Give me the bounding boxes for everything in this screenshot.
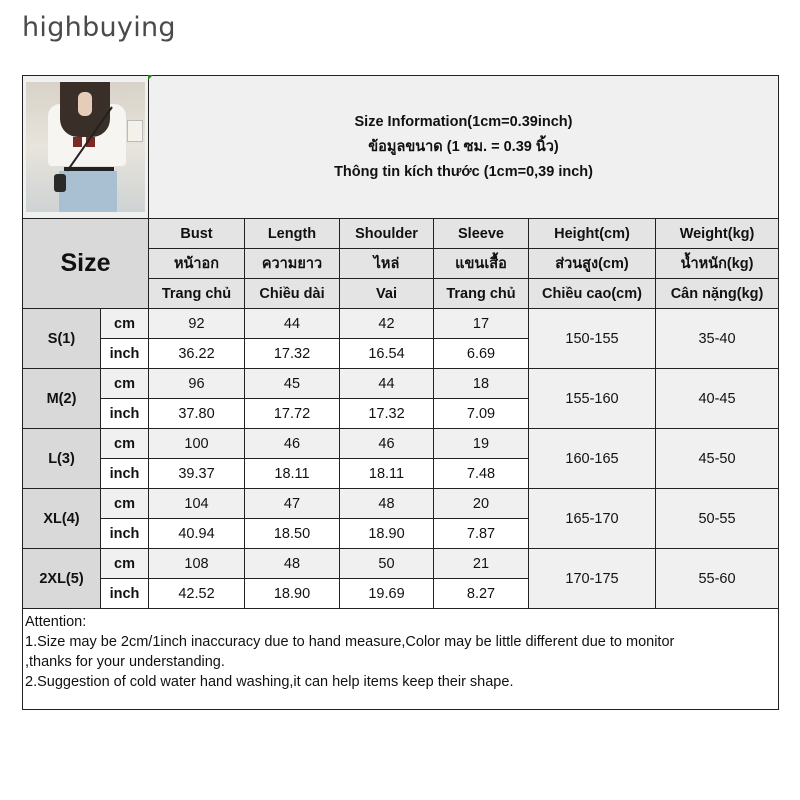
col-sleeve-th: แขนเสื้อ	[434, 249, 529, 279]
shoulder-cm: 48	[340, 489, 434, 519]
sleeve-inch: 7.48	[434, 459, 529, 489]
shoulder-inch: 19.69	[340, 579, 434, 609]
col-bust-th: หน้าอก	[149, 249, 245, 279]
size-label: 2XL(5)	[23, 549, 101, 609]
sleeve-cm: 18	[434, 369, 529, 399]
size-label: XL(4)	[23, 489, 101, 549]
product-image-cell	[23, 76, 149, 219]
weight-range: 35-40	[656, 309, 779, 369]
size-label: M(2)	[23, 369, 101, 429]
sleeve-cm: 17	[434, 309, 529, 339]
watermark: highbuying	[22, 12, 176, 43]
length-inch: 18.90	[245, 579, 340, 609]
title-english: Size Information(1cm=0.39inch)	[354, 113, 573, 130]
col-height-en: Height(cm)	[529, 219, 656, 249]
shoulder-inch: 16.54	[340, 339, 434, 369]
weight-range: 40-45	[656, 369, 779, 429]
sleeve-inch: 7.87	[434, 519, 529, 549]
shoulder-cm: 44	[340, 369, 434, 399]
size-info-title	[149, 76, 779, 219]
bust-inch: 40.94	[149, 519, 245, 549]
bust-inch: 37.80	[149, 399, 245, 429]
height-range: 165-170	[529, 489, 656, 549]
col-shoulder-en: Shoulder	[340, 219, 434, 249]
col-length-vi: Chiều dài	[245, 279, 340, 309]
bust-inch: 36.22	[149, 339, 245, 369]
unit-cm: cm	[101, 489, 149, 519]
weight-range: 50-55	[656, 489, 779, 549]
size-column-header: Size	[23, 219, 149, 309]
col-bust-vi: Trang chủ	[149, 279, 245, 309]
col-height-th: ส่วนสูง(cm)	[529, 249, 656, 279]
note-1-continued: ,thanks for your understanding.	[25, 654, 225, 670]
sleeve-inch: 6.69	[434, 339, 529, 369]
length-inch: 17.72	[245, 399, 340, 429]
sleeve-cm: 20	[434, 489, 529, 519]
length-cm: 47	[245, 489, 340, 519]
height-range: 150-155	[529, 309, 656, 369]
col-weight-vi: Cân nặng(kg)	[656, 279, 779, 309]
attention-notes	[23, 609, 779, 710]
note-1: 1.Size may be 2cm/1inch inaccuracy due to hand measure,Color may be little different due to monitor	[25, 634, 675, 650]
shoulder-inch: 18.11	[340, 459, 434, 489]
col-shoulder-th: ไหล่	[340, 249, 434, 279]
height-range: 160-165	[529, 429, 656, 489]
title-thai: ข้อมูลขนาด (1 ซม. = 0.39 นิ้ว)	[368, 138, 559, 155]
weight-range: 55-60	[656, 549, 779, 609]
unit-inch: inch	[101, 519, 149, 549]
length-inch: 18.11	[245, 459, 340, 489]
unit-inch: inch	[101, 399, 149, 429]
col-shoulder-vi: Vai	[340, 279, 434, 309]
col-weight-en: Weight(kg)	[656, 219, 779, 249]
unit-cm: cm	[101, 309, 149, 339]
unit-cm: cm	[101, 549, 149, 579]
unit-cm: cm	[101, 369, 149, 399]
note-2: 2.Suggestion of cold water hand washing,it can help items keep their shape.	[25, 674, 514, 690]
table-row	[23, 489, 779, 519]
sleeve-cm: 19	[434, 429, 529, 459]
shoulder-cm: 46	[340, 429, 434, 459]
shoulder-inch: 17.32	[340, 399, 434, 429]
bust-cm: 108	[149, 549, 245, 579]
col-weight-th: น้ำหนัก(kg)	[656, 249, 779, 279]
bust-cm: 104	[149, 489, 245, 519]
bust-inch: 42.52	[149, 579, 245, 609]
size-label: L(3)	[23, 429, 101, 489]
col-height-vi: Chiều cao(cm)	[529, 279, 656, 309]
cell-corner-marker	[148, 75, 153, 80]
length-cm: 45	[245, 369, 340, 399]
length-inch: 18.50	[245, 519, 340, 549]
title-vietnamese: Thông tin kích thước (1cm=0,39 inch)	[334, 163, 593, 180]
bust-cm: 96	[149, 369, 245, 399]
unit-cm: cm	[101, 429, 149, 459]
header-row-english	[23, 219, 779, 249]
length-inch: 17.32	[245, 339, 340, 369]
notes-heading: Attention:	[25, 614, 87, 630]
col-sleeve-vi: Trang chủ	[434, 279, 529, 309]
table-row	[23, 429, 779, 459]
shoulder-cm: 42	[340, 309, 434, 339]
col-sleeve-en: Sleeve	[434, 219, 529, 249]
shoulder-inch: 18.90	[340, 519, 434, 549]
unit-inch: inch	[101, 579, 149, 609]
table-row	[23, 549, 779, 579]
unit-inch: inch	[101, 459, 149, 489]
bust-cm: 92	[149, 309, 245, 339]
shoulder-cm: 50	[340, 549, 434, 579]
length-cm: 44	[245, 309, 340, 339]
height-range: 170-175	[529, 549, 656, 609]
col-bust-en: Bust	[149, 219, 245, 249]
size-chart-table	[22, 75, 779, 710]
table-row	[23, 369, 779, 399]
weight-range: 45-50	[656, 429, 779, 489]
size-label: S(1)	[23, 309, 101, 369]
notes-row	[23, 609, 779, 710]
bust-cm: 100	[149, 429, 245, 459]
product-image	[26, 82, 145, 212]
table-row	[23, 309, 779, 339]
height-range: 155-160	[529, 369, 656, 429]
col-length-th: ความยาว	[245, 249, 340, 279]
length-cm: 46	[245, 429, 340, 459]
unit-inch: inch	[101, 339, 149, 369]
bust-inch: 39.37	[149, 459, 245, 489]
length-cm: 48	[245, 549, 340, 579]
col-length-en: Length	[245, 219, 340, 249]
sleeve-inch: 8.27	[434, 579, 529, 609]
title-row	[23, 76, 779, 219]
sleeve-inch: 7.09	[434, 399, 529, 429]
sleeve-cm: 21	[434, 549, 529, 579]
